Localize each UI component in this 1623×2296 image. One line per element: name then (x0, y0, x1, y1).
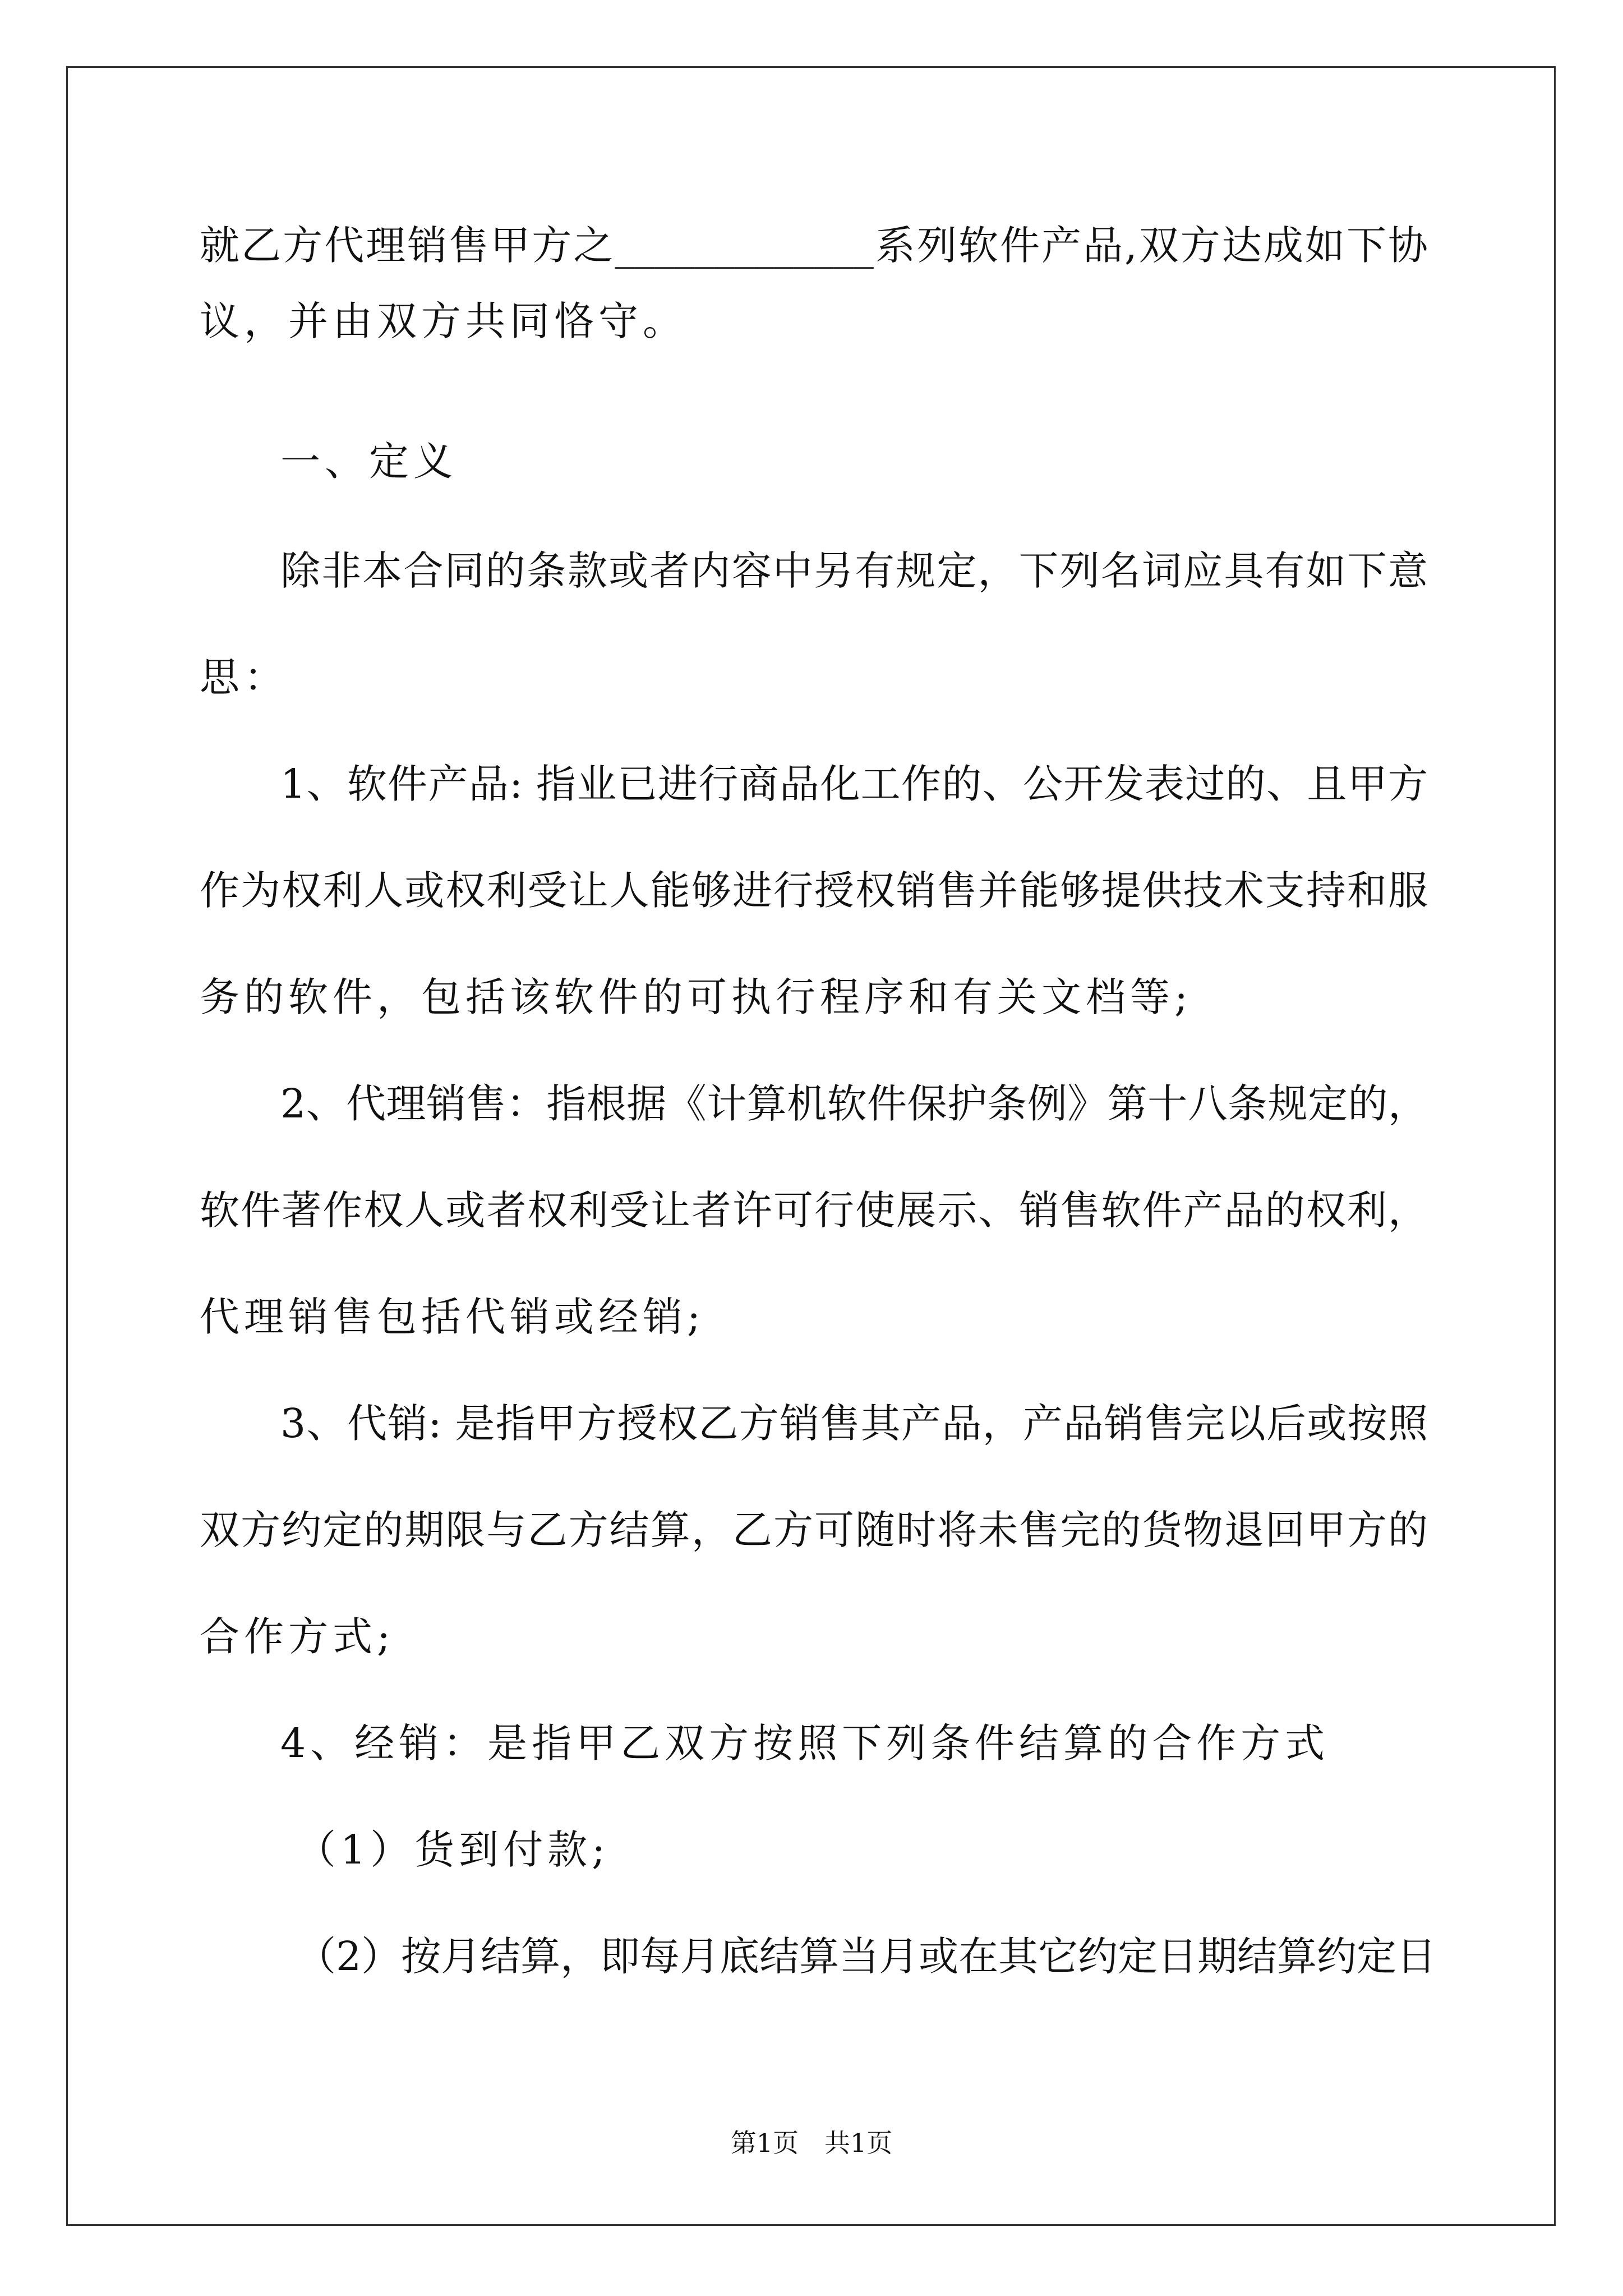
list-item-2: （2）按月结算，即每月底结算当月或在其它约定日期结算约定日 (296, 1933, 1437, 1980)
page-footer: 第1页 共1页 (730, 2128, 893, 2158)
text-line-11: 代理销售包括代销或经销; (200, 1294, 705, 1340)
definition-software-product: 1、软件产品: 指业已进行商品化工作的、公开发表过的、且甲方 (280, 761, 1428, 807)
page-border (66, 66, 1556, 2226)
section-heading-definitions: 一、定义 (280, 438, 458, 485)
definition-distribution: 4、经销：是指甲乙双方按照下列条件结算的合作方式 (280, 1720, 1330, 1766)
text-line-2: 议，并由双方共同恪守。 (200, 298, 688, 344)
text-line-4: 除非本合同的条款或者内容中另有规定，下列名词应具有如下意 (280, 547, 1428, 594)
text-line-13: 双方约定的期限与乙方结算，乙方可随时将未售完的货物退回甲方的 (200, 1507, 1428, 1553)
text-line-14: 合作方式; (200, 1613, 395, 1660)
text-line-5: 思： (200, 654, 289, 701)
text-line-7: 作为权利人或权利受让人能够进行授权销售并能够提供技术支持和服 (200, 867, 1428, 914)
text-line-1: 就乙方代理销售甲方之_____________系列软件产品,双方达成如下协 (200, 222, 1428, 269)
definition-agency-sales: 2、代理销售：指根据《计算机软件保护条例》第十八条规定的， (280, 1080, 1428, 1127)
list-item-1: （1）货到付款; (296, 1826, 610, 1873)
definition-consignment: 3、代销: 是指甲方授权乙方销售其产品，产品销售完以后或按照 (280, 1400, 1428, 1447)
text-line-10: 软件著作权人或者权利受让者许可行使展示、销售软件产品的权利， (200, 1187, 1428, 1234)
text-line-8: 务的软件，包括该软件的可执行程序和有关文档等; (200, 974, 1192, 1020)
